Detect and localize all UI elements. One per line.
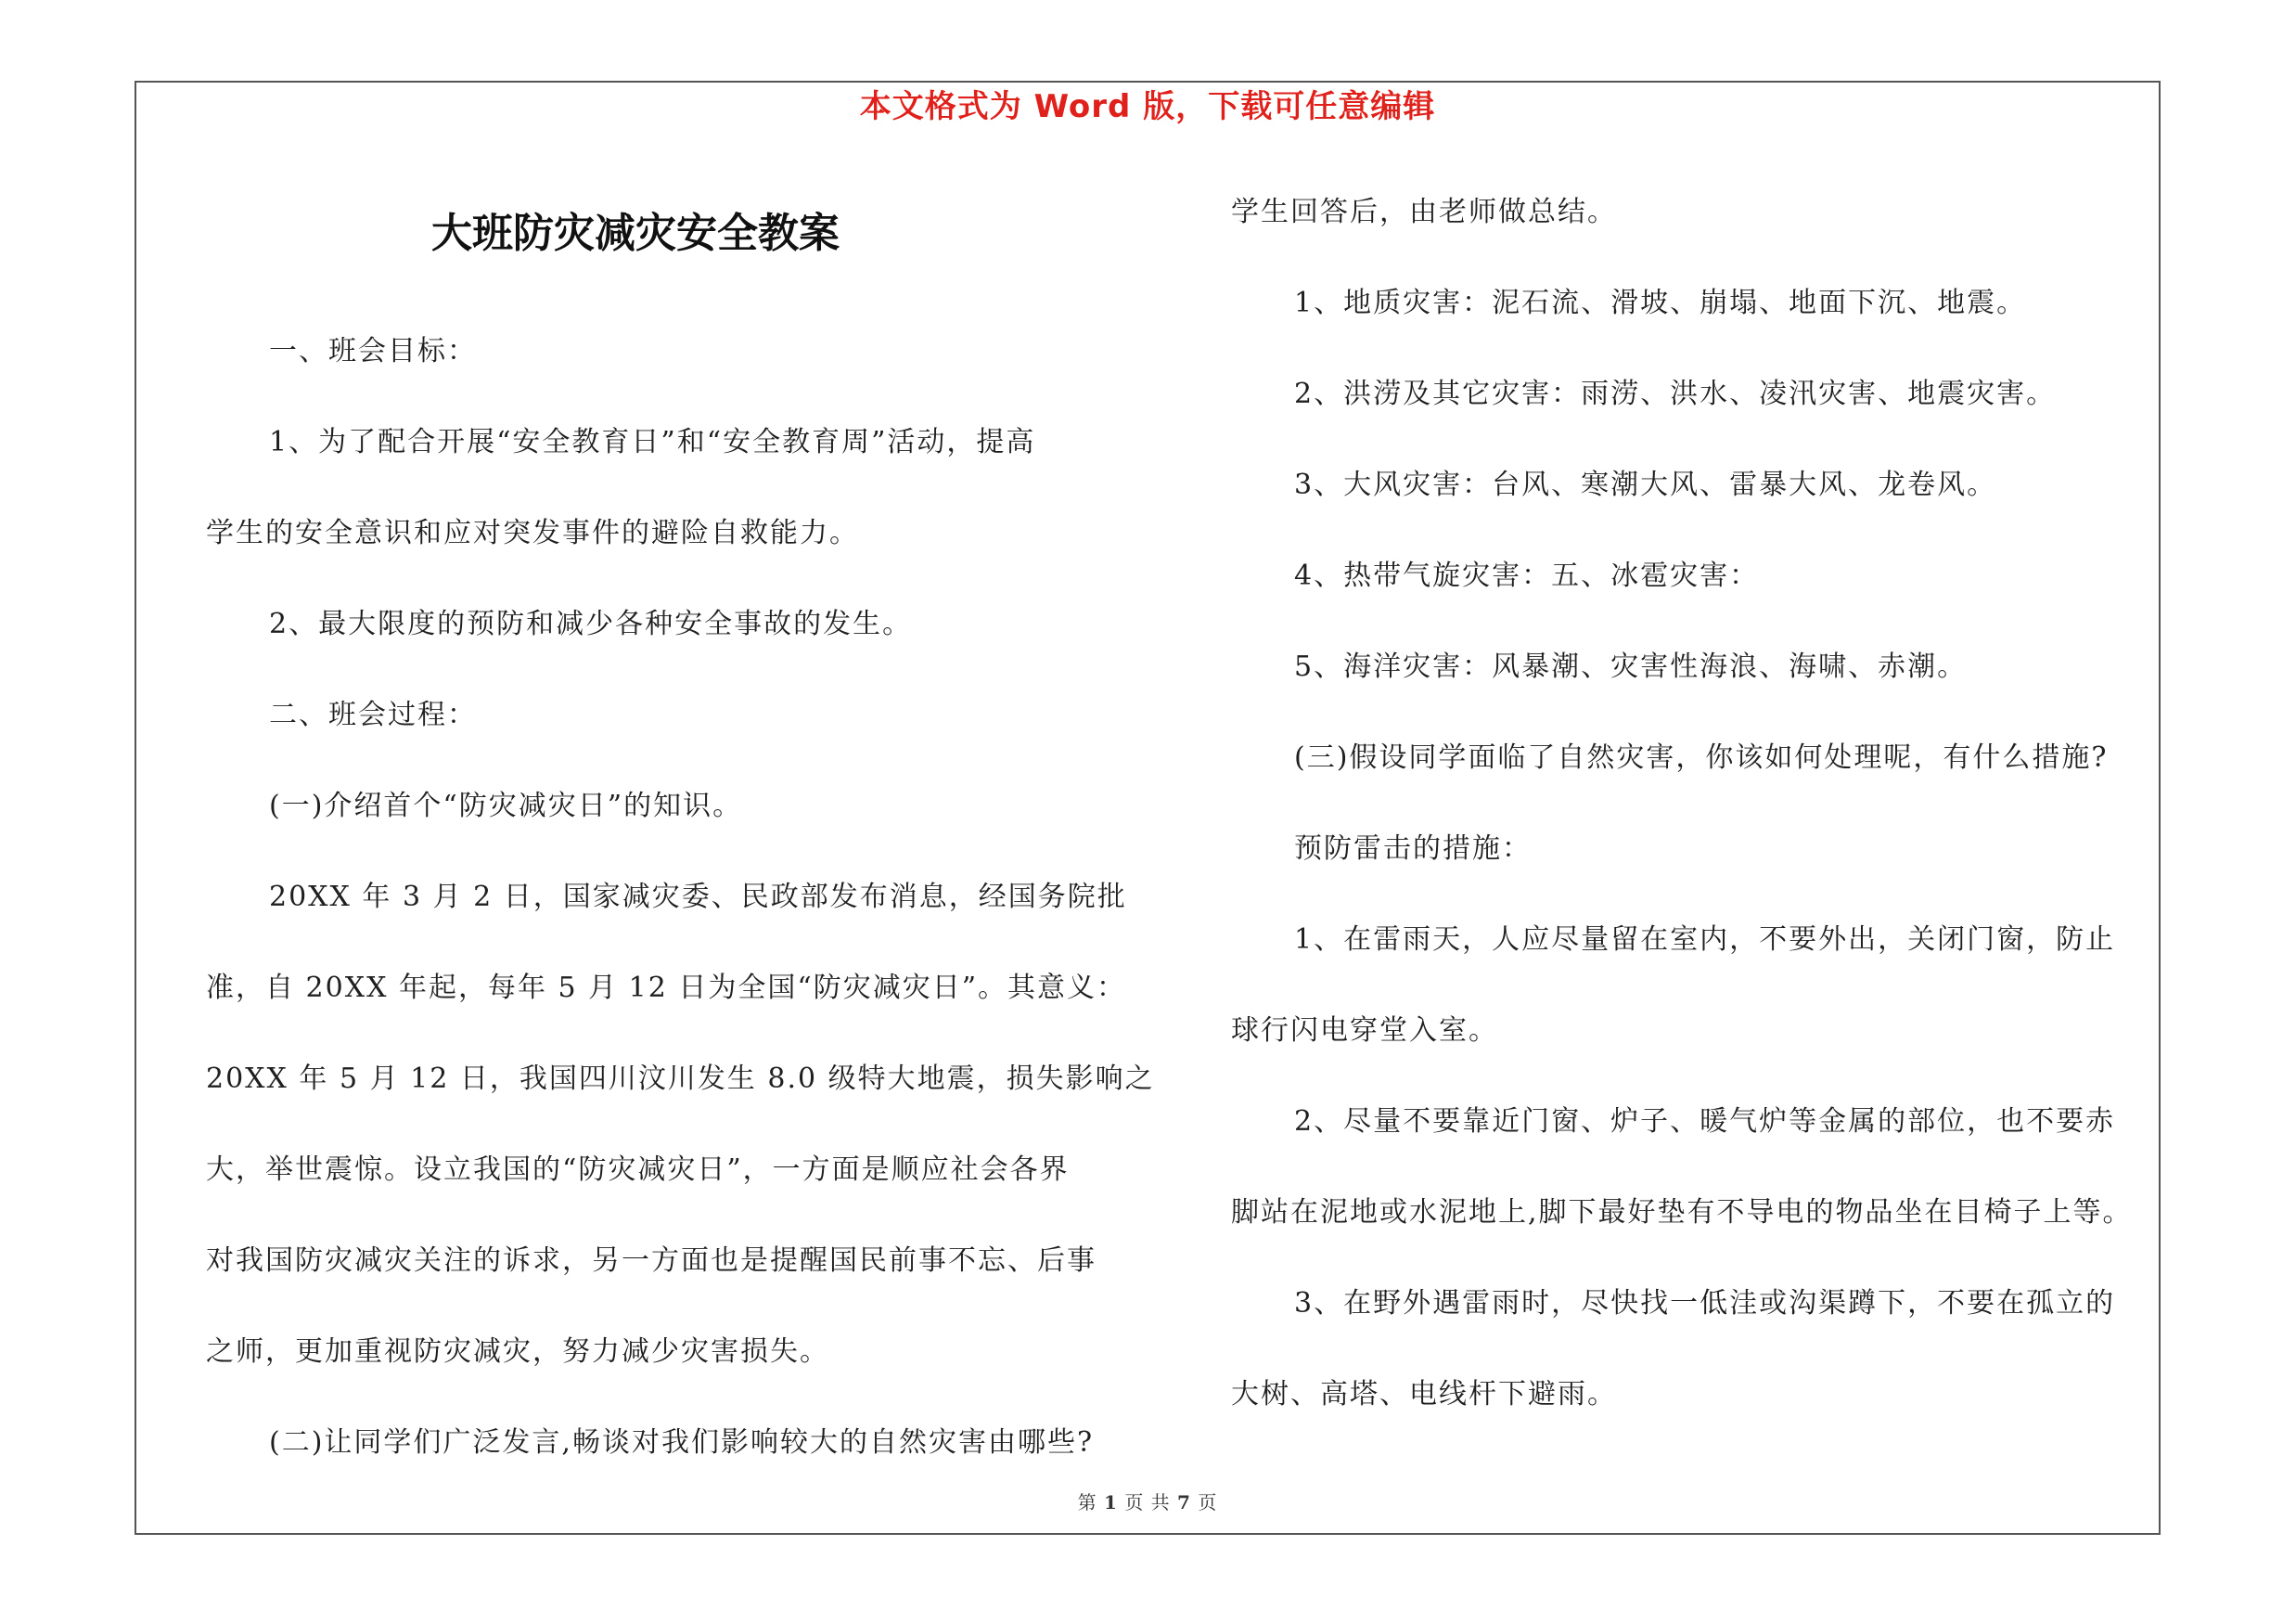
paragraph-line: 2、最大限度的预防和减少各种安全事故的发生。 bbox=[269, 608, 913, 640]
footer-suffix: 页 bbox=[1198, 1491, 1218, 1514]
paragraph-line: 1、地质灾害：泥石流、滑坡、崩塌、地面下沉、地震。 bbox=[1294, 287, 2027, 319]
paragraph-line: 球行闪电穿堂入室。 bbox=[1231, 1014, 1498, 1047]
editable-notice-banner: 本文格式为 Word 版，下载可任意编辑 bbox=[859, 88, 1436, 125]
footer-prefix: 第 bbox=[1077, 1491, 1097, 1514]
footer-total-pages: 7 bbox=[1177, 1491, 1191, 1514]
paragraph-line: 对我国防灾减灾关注的诉求，另一方面也是提醒国民前事不忘、后事 bbox=[206, 1244, 1097, 1277]
paragraph-line: 2、洪涝及其它灾害：雨涝、洪水、凌汛灾害、地震灾害。 bbox=[1294, 378, 2057, 410]
paragraph-line: 2、尽量不要靠近门窗、炉子、暖气炉等金属的部位，也不要赤 bbox=[1294, 1105, 2116, 1138]
paragraph-line: 3、在野外遇雷雨时，尽快找一低洼或沟渠蹲下，不要在孤立的 bbox=[1294, 1287, 2116, 1320]
footer-page-number: 1 bbox=[1104, 1491, 1118, 1514]
paragraph-line: 20XX 年 5 月 12 日，我国四川汶川发生 8.0 级特大地震，损失影响之 bbox=[206, 1063, 1155, 1095]
paragraph-line: 二、班会过程： bbox=[269, 699, 477, 731]
paragraph-line: 一、班会目标： bbox=[269, 335, 477, 367]
footer-mid: 页 共 bbox=[1124, 1491, 1171, 1514]
paragraph-line: (一)介绍首个“防灾减灾日”的知识。 bbox=[269, 790, 743, 822]
page-footer bbox=[135, 1488, 2161, 1516]
paragraph-line: 3、大风灾害：台风、寒潮大风、雷暴大风、龙卷风。 bbox=[1294, 469, 1997, 501]
paragraph-line: 脚站在泥地或水泥地上,脚下最好垫有不导电的物品坐在目椅子上等。 bbox=[1231, 1196, 2133, 1229]
paragraph-line: 4、热带气旋灾害：五、冰雹灾害： bbox=[1294, 560, 1760, 592]
paragraph-line: 20XX 年 3 月 2 日，国家减灾委、民政部发布消息，经国务院批 bbox=[269, 881, 1127, 913]
paragraph-line: 预防雷击的措施： bbox=[1294, 832, 1532, 865]
right-column bbox=[1231, 167, 2168, 1440]
paragraph-line: 之师，更加重视防灾减灾，努力减少灾害损失。 bbox=[206, 1335, 829, 1368]
paragraph-line: 5、海洋灾害：风暴潮、灾害性海浪、海啸、赤潮。 bbox=[1294, 650, 1968, 683]
paragraph-line: 大，举世震惊。设立我国的“防灾减灾日”，一方面是顺应社会各界 bbox=[206, 1153, 1070, 1186]
left-column bbox=[206, 306, 1155, 1488]
paragraph-line: (三)假设同学面临了自然灾害，你该如何处理呢，有什么措施? bbox=[1294, 741, 2109, 774]
paragraph-line: 准，自 20XX 年起，每年 5 月 12 日为全国“防灾减灾日”。其意义： bbox=[206, 972, 1127, 1004]
paragraph-line: 学生回答后，由老师做总结。 bbox=[1231, 196, 1617, 228]
paragraph-line: 1、为了配合开展“安全教育日”和“安全教育周”活动，提高 bbox=[269, 426, 1036, 458]
paragraph-line: 大树、高塔、电线杆下避雨。 bbox=[1231, 1378, 1617, 1410]
paragraph-line: 学生的安全意识和应对突发事件的避险自救能力。 bbox=[206, 517, 859, 549]
paragraph-line: (二)让同学们广泛发言,畅谈对我们影响较大的自然灾害由哪些? bbox=[269, 1426, 1095, 1459]
document-title: 大班防灾减灾安全教案 bbox=[431, 210, 840, 257]
paragraph-line: 1、在雷雨天，人应尽量留在室内，不要外出，关闭门窗，防止 bbox=[1294, 923, 2116, 956]
